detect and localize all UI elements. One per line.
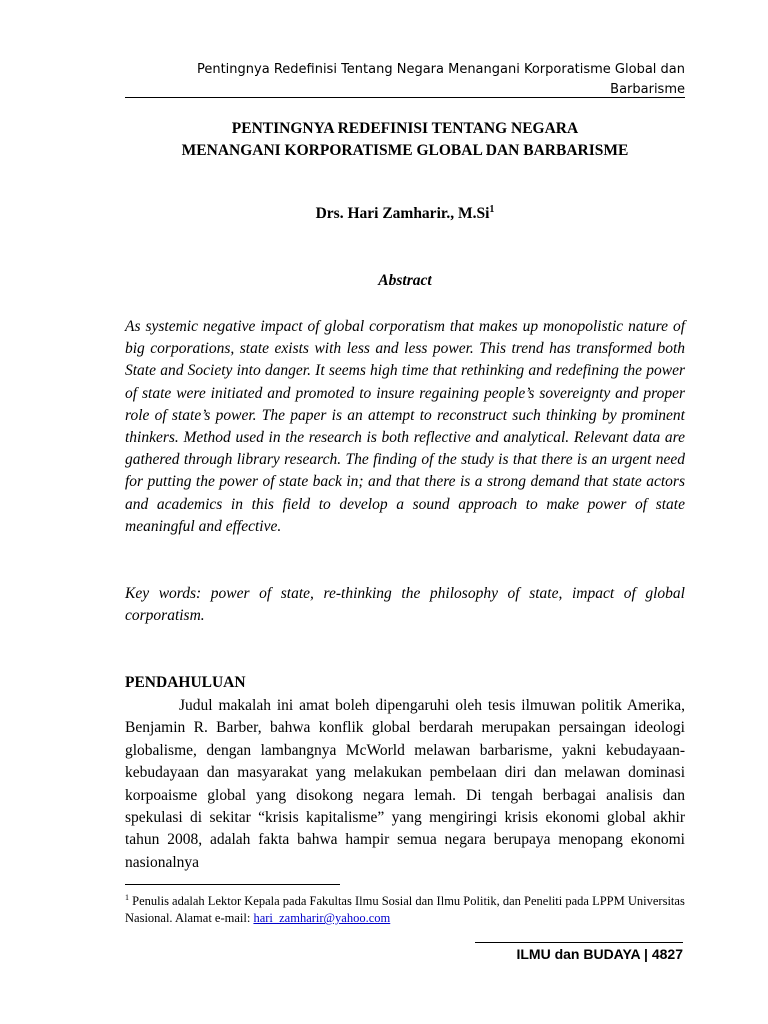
footnote-email-link[interactable]: hari_zamharir@yahoo.com [253, 911, 391, 926]
author-footnote-mark[interactable]: 1 [489, 204, 495, 215]
author-line [125, 204, 685, 223]
footnote-mark: 1 [125, 893, 129, 902]
running-header-line-1: Pentingnya Redefinisi Tentang Negara Menangani Korporatisme Global dan [196, 62, 685, 77]
author-name: Drs. Hari Zamharir., M.Si [315, 205, 490, 223]
running-header-line-2: Barbarisme [610, 82, 685, 97]
running-header [125, 60, 685, 100]
footer-rule [475, 942, 683, 943]
introduction-paragraph: Judul makalah ini amat boleh dipengaruhi oleh tesis ilmuwan politik Amerika, Benjamin R. Barber, bahwa konflik global berdarah merupakan persaingan ideologi globalisme, dengan lambangnya McWorld melawan barbarisme, yakni kebudayaan-kebudayaan dan masyarakat yang melakukan pembelaan diri dan melawan dominasi korpoaisme global yang disokong negara lemah. Di tengah berbagai analisis dan spekulasi di sekitar “krisis kapitalisme” yang mengiringi krisis ekonomi global akhir tahun 2008, adalah fakta bahwa hampir semua negara berupaya menopang ekonomi nasionalnya [125, 697, 685, 871]
title-line-1: PENTINGNYA REDEFINISI TENTANG NEGARA [231, 120, 579, 137]
title-line-2: MENANGANI KORPORATISME GLOBAL DAN BARBARISME [181, 142, 629, 159]
abstract-heading: Abstract [378, 272, 432, 289]
page-footer: ILMU dan BUDAYA | 4827 [516, 946, 683, 962]
section-heading-pendahuluan: PENDAHULUAN [125, 674, 246, 691]
footnote-text: Penulis adalah Lektor Kepala pada Fakultas Ilmu Sosial dan Ilmu Politik, dan Peneliti pada LPPM Universitas Nasional. Alamat e-mail: [125, 894, 685, 926]
keywords: Key words: power of state, re-thinking the philosophy of state, impact of global corporatism. [125, 585, 685, 624]
footnote-rule [125, 884, 340, 885]
abstract-body: As systemic negative impact of global corporatism that makes up monopolistic nature of big corporations, state exists with less and less power. This trend has transformed both State and Society into danger. It seems high time that rethinking and redefining the power of state were initiated and promoted to insure regaining people’s sovereignty and proper role of state’s power. The paper is an attempt to reconstruct such thinking by prominent thinkers. Method used in the research is both reflective and analytical. Relevant data are gathered through library research. The finding of the study is that there is an urgent need for putting the power of state back in; and that there is a strong demand that state actors and academics in this field to develop a sound approach to make power of state meaningful and effective. [125, 318, 685, 535]
paper-title [125, 118, 685, 162]
footnote [125, 889, 685, 927]
header-rule [125, 97, 685, 98]
